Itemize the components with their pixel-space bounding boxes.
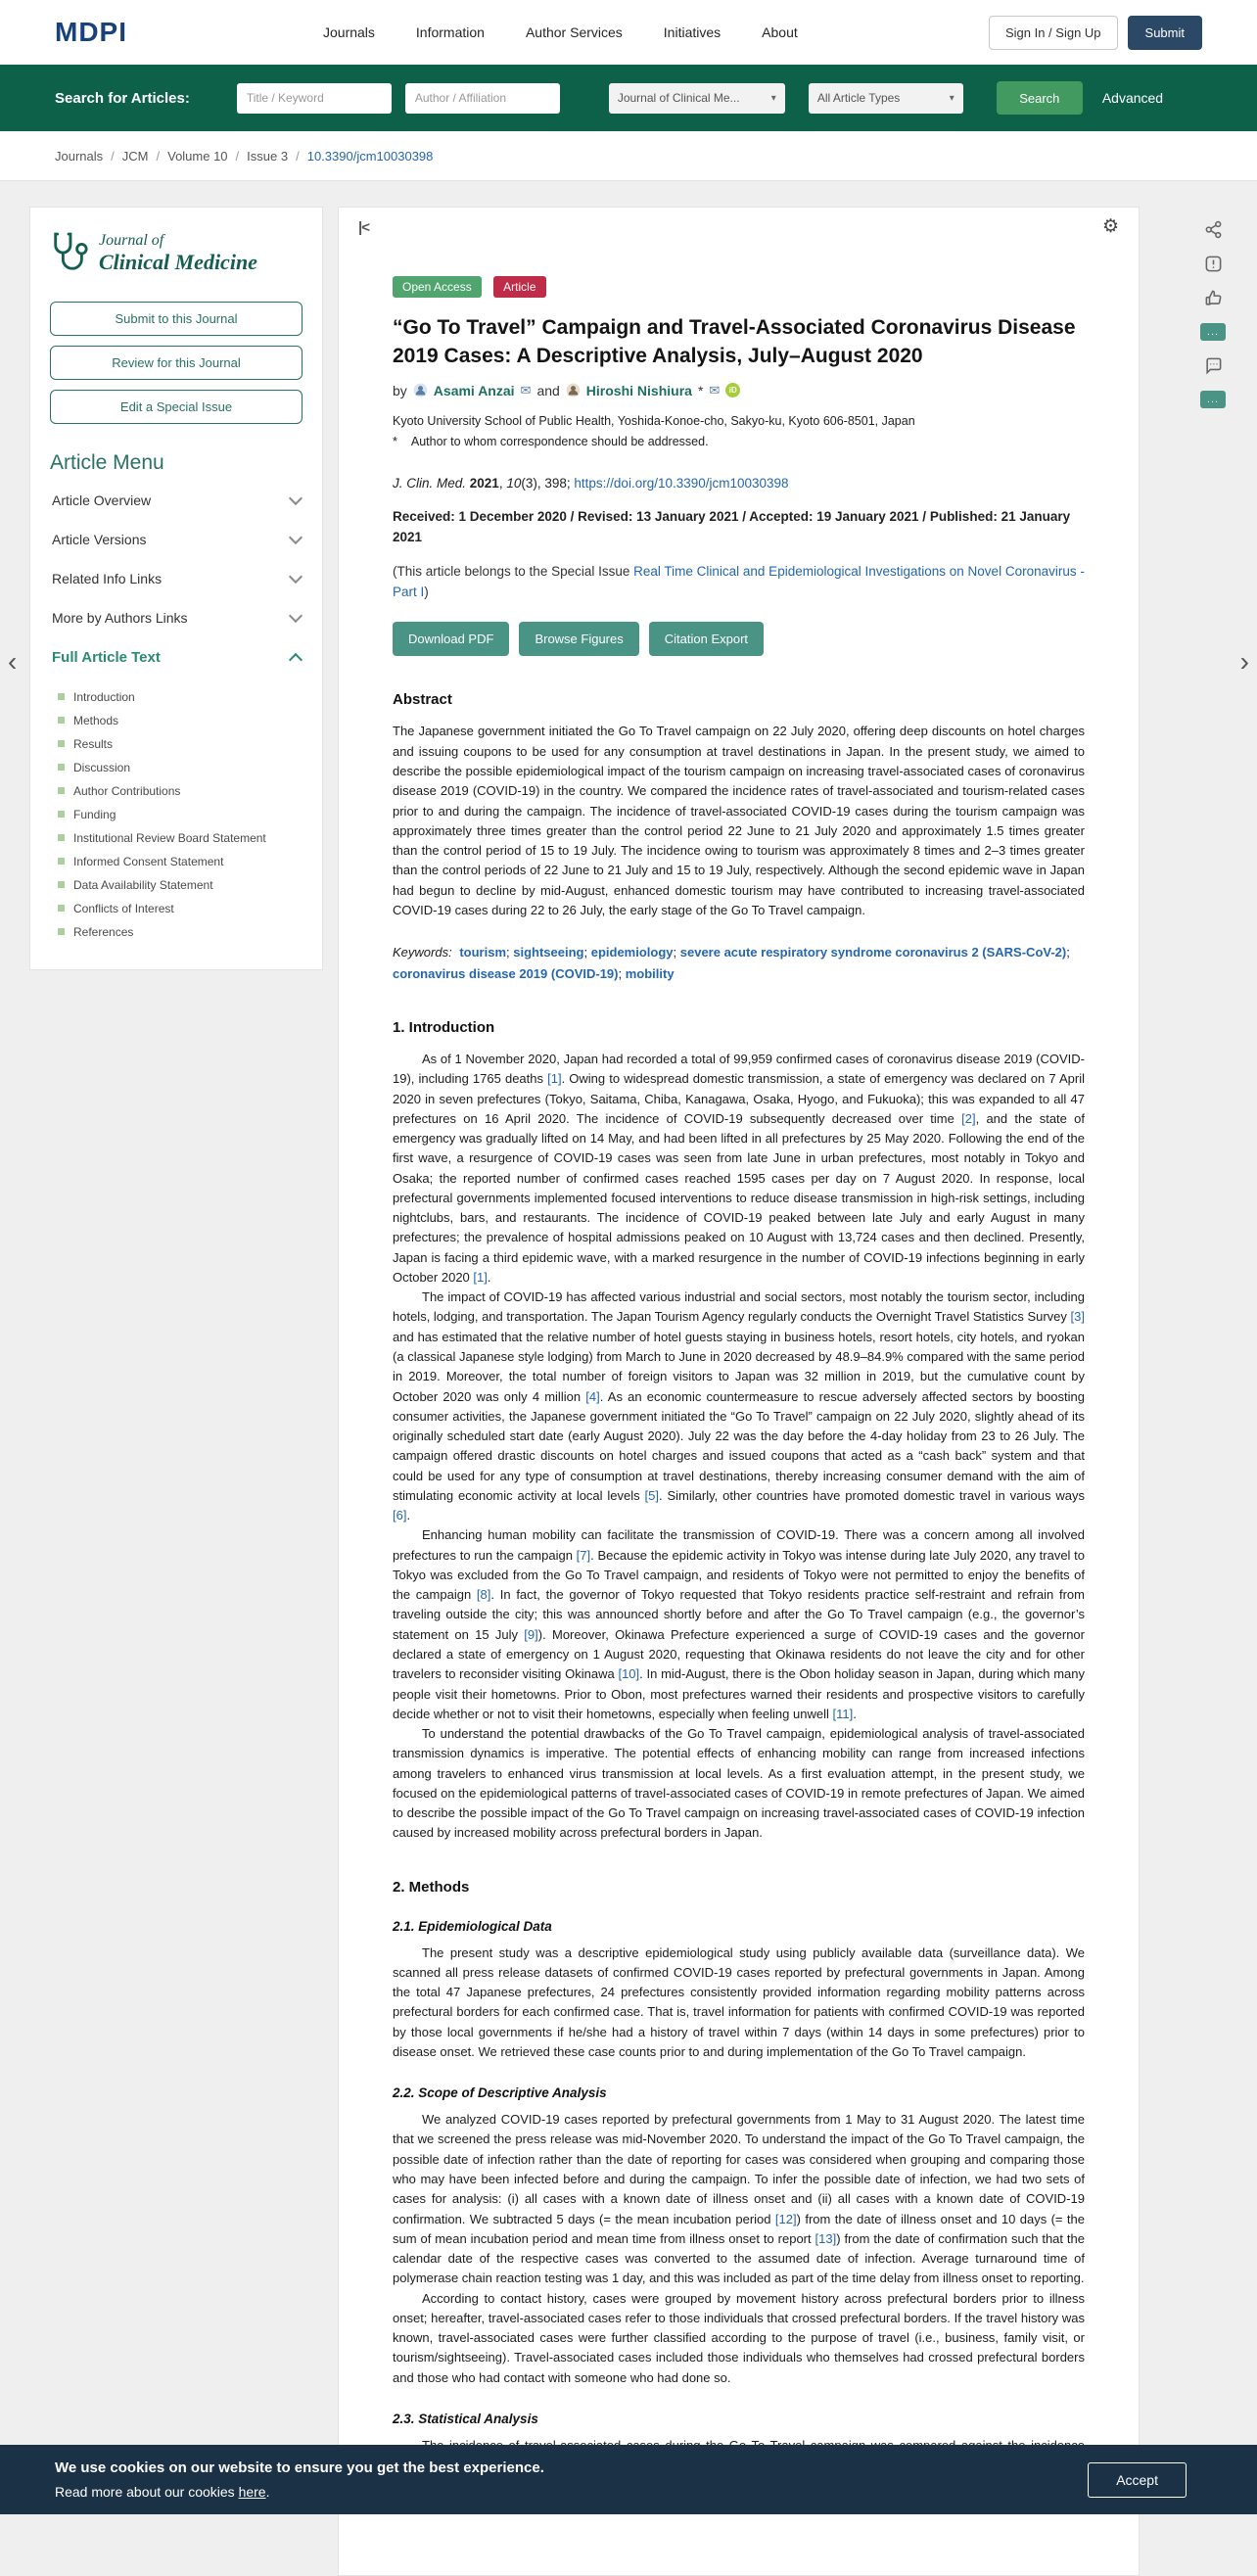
- share-icon[interactable]: [1204, 220, 1223, 239]
- nav-link-about[interactable]: About: [762, 24, 798, 40]
- nav-link-author-services[interactable]: Author Services: [525, 24, 623, 40]
- toc-bullet-icon: [58, 740, 65, 747]
- toc-item[interactable]: [50, 850, 303, 873]
- article-menu-title: Article Menu: [50, 451, 164, 474]
- toc-bullet-icon: [58, 693, 65, 700]
- content-area: [0, 181, 1257, 2576]
- orcid-icon[interactable]: iD: [725, 383, 740, 398]
- byline-prefix: by: [393, 382, 407, 398]
- special-issue-note: [393, 562, 1085, 603]
- article-menu-item[interactable]: [50, 559, 303, 598]
- reference-link[interactable]: [8]: [476, 1587, 491, 1603]
- settings-gear-icon[interactable]: ⚙: [1101, 216, 1119, 237]
- toc-bullet-icon: [58, 928, 65, 935]
- toc-item-label: Results: [73, 737, 114, 751]
- chevron-down-icon: [289, 570, 303, 584]
- toc-item-label: Funding: [73, 808, 116, 821]
- toc-item-label: Conflicts of Interest: [73, 902, 174, 915]
- reference-link[interactable]: [11]: [832, 1706, 854, 1721]
- author-link[interactable]: Asami Anzai: [433, 382, 515, 398]
- keyword-separator: ;: [618, 965, 626, 981]
- reference-link[interactable]: [4]: [585, 1388, 600, 1404]
- breadcrumb-separator: /: [156, 148, 161, 164]
- author-link[interactable]: Hiroshi Nishiura: [585, 382, 692, 398]
- corresponding-author-mark: *: [697, 382, 704, 398]
- paragraph: The impact of COVID-19 has affected various industrial and social sectors, most notably the tourism sector, including hotels, lodging, and transportation. The Japan Tourism Agency regularly conducts the Overnight Travel Statistics Survey [3] and has estimated that the relative number of hotel guests staying in business hotels, resort hotels, city hotels, and ryokan (a classical Japanese style lodging) from March to June in 2020 decreased by 48.9–84.9% compared with the same period in 2019. Moreover, the total number of foreign visitors to Japan was 32 million in 2019, but the cumulative count by October 2020 was only 4 million [4]. As an economic countermeasure to rescue adversely affected sectors by boosting consumer activities, the Japanese government initiated the “Go To Travel” campaign on 22 July 2020, slightly ahead of its originally scheduled start date (early August 2020). July 22 was the day before the 4-day holiday from 23 to 26 July. The campaign offered drastic discounts on hotel charges and issued coupons that acted as a “cash back” system and that could be used for any type of consumption at travel destinations, thereby increasing consumer demand with the aim of stimulating economic activity at local levels [5]. Similarly, other countries have promoted domestic travel in various ways [6].: [393, 1289, 1085, 1523]
- breadcrumb-item[interactable]: Issue 3: [247, 148, 289, 164]
- citation-text: 10: [506, 475, 522, 491]
- reference-link[interactable]: [1]: [473, 1269, 488, 1285]
- citation-text: 2021: [469, 475, 499, 491]
- keyword-link[interactable]: coronavirus disease 2019 (COVID-19): [393, 965, 619, 981]
- next-article-arrow[interactable]: ›: [1239, 646, 1249, 677]
- cookie-more-info: [55, 2484, 1202, 2500]
- author-profile-icon[interactable]: [566, 383, 581, 398]
- citation-text: (3), 398;: [521, 475, 575, 491]
- abstract-heading: Abstract: [393, 691, 452, 709]
- toc-bullet-icon: [58, 905, 65, 912]
- nav-link-information[interactable]: Information: [415, 24, 485, 40]
- reference-link[interactable]: [3]: [1070, 1309, 1085, 1325]
- toc-bullet-icon: [58, 834, 65, 841]
- reference-link[interactable]: [5]: [644, 1487, 659, 1503]
- breadcrumb: [0, 131, 1257, 181]
- keyword-separator: ;: [1066, 945, 1070, 960]
- reference-link[interactable]: [7]: [576, 1547, 591, 1563]
- byline-conjunction: and: [536, 382, 560, 398]
- toc-item-label: Data Availability Statement: [73, 878, 213, 892]
- keywords: [393, 942, 1085, 984]
- toc-item[interactable]: [50, 826, 303, 850]
- article-title: “Go To Travel” Campaign and Travel-Associated Coronavirus Disease 2019 Cases: A Descriptive Analysis, July–August 2020: [393, 316, 1076, 368]
- toc-item[interactable]: [50, 779, 303, 803]
- reference-link[interactable]: [9]: [524, 1626, 538, 1642]
- search-label: Search for Articles:: [55, 89, 190, 107]
- article-type-value: All Article Types: [816, 91, 901, 105]
- toc-bullet-icon: [58, 881, 65, 888]
- cookie-more-suffix: .: [265, 2484, 270, 2500]
- badges-row: [393, 276, 1085, 298]
- nav-link-journals[interactable]: Journals: [323, 24, 375, 40]
- correspondence-text: Author to whom correspondence should be addressed.: [410, 434, 709, 448]
- sidebar: [29, 207, 323, 970]
- citation-text: ,: [498, 475, 507, 491]
- auth-area: [989, 16, 1202, 50]
- stethoscope-icon: [50, 229, 89, 278]
- sidebar-action-button[interactable]: Review for this Journal: [50, 346, 303, 380]
- correspondence-note: [393, 435, 1085, 448]
- breadcrumb-doi-link[interactable]: 10.3390/jcm10030398: [306, 148, 434, 164]
- toc-item-label: Informed Consent Statement: [73, 855, 224, 868]
- reference-link[interactable]: [13]: [815, 2230, 837, 2246]
- keyword-separator: ;: [583, 945, 591, 960]
- special-issue-link[interactable]: Real Time Clinical and Epidemiological Investigations on Novel Coronavirus - Part I: [393, 563, 1085, 599]
- reference-link[interactable]: [6]: [393, 1508, 407, 1523]
- sign-in-button[interactable]: Sign In / Sign Up: [989, 16, 1118, 50]
- breadcrumb-item[interactable]: Volume 10: [167, 148, 228, 164]
- cookie-more-prefix: Read more about our cookies: [55, 2484, 239, 2500]
- article-body: [393, 1019, 1085, 2515]
- toc-item-label: References: [73, 925, 134, 939]
- paragraph: We analyzed COVID-19 cases reported by prefectural governments from 1 May to 31 August 2020. The latest time that we screened the press release was mid-November 2020. To understand the impact of the Go To Travel campaign, the possible date of infection rather than the date of reporting for cases was considered when grouping and comparing those who may have been infected before and during the campaign. To infer the possible date of infection, we had two sets of cases for analysis: (i) all cases with a known date of illness onset and (ii) all cases with a known date of COVID-19 confirmation. We subtracted 5 days (= the mean incubation period [12]) from the date of illness onset and 10 days (= the sum of mean incubation period and mean time from illness onset to report [13]) from the date of confirmation such that the calendar date of the respective cases was converted to the assumed date of infection. Average turnaround time of polymerase chain reaction testing was 1 day, and this was included as part of the time delay from illness onset to reporting.: [393, 2112, 1085, 2286]
- subsection-heading: 2.3. Statistical Analysis: [393, 2411, 538, 2426]
- sidebar-buttons: [50, 302, 303, 424]
- article-menu: [50, 481, 303, 637]
- reference-link[interactable]: [1]: [547, 1071, 562, 1087]
- collapse-panel-icon[interactable]: |<: [358, 219, 369, 236]
- toc-item[interactable]: [50, 873, 303, 897]
- cookie-message: We use cookies on our website to ensure you get the best experience.: [55, 2459, 544, 2476]
- doi-link[interactable]: https://doi.org/10.3390/jcm10030398: [574, 475, 789, 491]
- byline: [393, 383, 1085, 398]
- reference-link[interactable]: [2]: [961, 1110, 976, 1126]
- floating-toolbar: [1200, 220, 1226, 408]
- breadcrumb-separator: /: [235, 148, 240, 164]
- action-buttons: [393, 622, 1085, 656]
- article-type-select[interactable]: [809, 83, 963, 114]
- article-type-badge: Article: [493, 276, 545, 298]
- article-menu-item-label: Article Overview: [52, 492, 152, 508]
- keyword-link[interactable]: epidemiology: [590, 945, 674, 960]
- article-search-bar: [0, 65, 1257, 131]
- quick-actions-button[interactable]: ...: [1200, 391, 1226, 408]
- reference-link[interactable]: [12]: [774, 2211, 797, 2226]
- journal-filter-value: Journal of Clinical Me...: [617, 91, 740, 105]
- subsection-heading: 2.1. Epidemiological Data: [393, 1918, 552, 1934]
- article-panel: [338, 207, 1140, 2576]
- toc-item-label: Institutional Review Board Statement: [73, 831, 266, 845]
- toc-item[interactable]: [50, 732, 303, 756]
- section-heading: 2. Methods: [393, 1878, 470, 1896]
- mdpi-logo[interactable]: MDPI: [55, 17, 127, 47]
- toc-item[interactable]: [50, 709, 303, 732]
- thumbs-up-icon[interactable]: [1204, 289, 1223, 307]
- affiliation: Kyoto University School of Public Health, Yoshida-Konoe-cho, Sakyo-ku, Kyoto 606-8501, Japan: [393, 413, 915, 428]
- toc-item-label: Introduction: [73, 690, 135, 704]
- toc-item-label: Methods: [73, 714, 119, 727]
- submit-button[interactable]: Submit: [1128, 16, 1202, 50]
- breadcrumb-separator: /: [111, 148, 115, 164]
- cookie-banner: [0, 2445, 1257, 2514]
- comments-icon[interactable]: [1204, 356, 1223, 375]
- abstract-text: The Japanese government initiated the Go To Travel campaign on 22 July 2020, offering deep discounts on hotel charges and issuing coupons to be used for any consumption at travel destinations in Japan. In the present study, we aimed to describe the possible epidemiological impact of the tourism campaign on increasing travel-associated cases of coronavirus disease 2019 (COVID-19) in the country. We compared the incidence rates of travel-associated and tourism-related cases prior to and during the campaign. The incidence of travel-associated COVID-19 cases during the tourism campaign was approximately three times greater than the control period 22 June to 21 July 2020 and approximately 1.5 times greater than the control period of 15 to 19 July. The incidence owing to tourism was approximately 8 times and 2–3 times greater than the control periods of 22 June to 21 July and 15 to 19 July, respectively. Although the second epidemic wave in Japan had begun to decline by mid-August, enhanced domestic tourism may have contributed to increasing travel-associated COVID-19 cases during 22 to 26 July, the early stage of the Go To Travel campaign.: [393, 724, 1085, 917]
- keyword-separator: ;: [673, 945, 680, 960]
- chevron-down-icon: [289, 609, 303, 623]
- section-heading: 1. Introduction: [393, 1019, 495, 1036]
- email-icon[interactable]: ✉: [709, 382, 721, 398]
- correspondence-mark: *: [393, 434, 397, 448]
- subsection-heading: 2.2. Scope of Descriptive Analysis: [393, 2085, 607, 2101]
- article-menu-item-label: More by Authors Links: [52, 610, 188, 626]
- article-menu-item-label: Article Versions: [52, 532, 147, 547]
- table-of-contents: [50, 685, 303, 944]
- paragraph: Enhancing human mobility can facilitate the transmission of COVID-19. There was a concern among all involved prefectures to run the campaign [7]. Because the epidemic activity in Tokyo was intense during late July 2020, any travel to Tokyo was excluded from the Go To Travel campaign, and residents of Tokyo were not permitted to enjoy the benefits of the campaign [8]. In fact, the governor of Tokyo requested that Tokyo residents practice self-restraint and refrain from traveling outside the city; this was announced shortly before and after the Go To Travel campaign (e.g., the governor’s statement on 15 July [9]). Moreover, Okinawa Prefecture experienced a surge of COVID-19 cases and the governor declared a state of emergency on 1 August 2020, requesting that Okinawa residents do not leave the city and for other travelers to reconsider visiting Okinawa [10]. In mid-August, there is the Obon holiday season in Japan, during which many people visit their hometowns. Prior to Obon, most prefectures warned their residents and prospective visitors to carefully decide whether or not to visit their hometowns, especially when feeling unwell [11].: [393, 1527, 1086, 1721]
- toc-bullet-icon: [58, 787, 65, 794]
- accept-cookies-button[interactable]: Accept: [1088, 2462, 1187, 2498]
- article-menu-item[interactable]: [50, 520, 303, 559]
- site-header: [0, 0, 1257, 65]
- toc-item[interactable]: [50, 803, 303, 826]
- title-keyword-input[interactable]: [237, 83, 392, 114]
- toc-bullet-icon: [58, 717, 65, 724]
- special-issue-prefix: (This article belongs to the Special Issue: [393, 563, 634, 579]
- paragraph: According to contact history, cases were grouped by movement history across prefectural borders prior to illness onset; hereafter, travel-associated cases refer to those individuals that crossed prefectural borders. If the travel history was known, travel-associated cases were further classified according to the purpose of travel (i.e., business, family visit, or tourism/sightseeing). Travel-associated cases included those individuals who themselves had crossed prefectural borders and those who had contact with someone who had done so.: [393, 2290, 1085, 2385]
- article-action-button[interactable]: Download PDF: [393, 622, 509, 656]
- cookie-learn-more-link[interactable]: here: [238, 2484, 266, 2500]
- journal-name: [99, 232, 257, 275]
- feedback-alert-icon[interactable]: [1204, 255, 1223, 273]
- sidebar-action-button[interactable]: Submit to this Journal: [50, 302, 303, 336]
- paragraph: As of 1 November 2020, Japan had recorded a total of 99,959 confirmed cases of coronavirus disease 2019 (COVID-19), including 1765 deaths [1]. Owing to widespread domestic transmission, a state of emergency was declared on 7 April 2020 in seven prefectures (Tokyo, Saitama, Chiba, Kanagawa, Osaka, Hyogo, and Fukuoka); this was expanded to all 47 prefectures on 16 April 2020. The incidence of COVID-19 subsequently decreased over time [2], and the state of emergency was gradually lifted on 14 May, and had been lifted in all prefectures by 25 May 2020. Following the end of the first wave, a resurgence of COVID-19 cases was seen from late June in urban prefectures, most notably in Tokyo and Osaka; the reported number of confirmed cases reached 1595 cases per day on 7 August 2020. In response, local prefectural governments implemented focused interventions to reduce disease transmission in high-risk settings, including nightclubs, bars, and restaurants. The incidence of COVID-19 peaked between late July and early August in many prefectures; the prevalence of hospital admissions peaked on 10 August with 13,724 cases and then declined. Presently, Japan is facing a third epidemic wave, with a marked resurgence in the number of COVID-19 infections beginning in early October 2020 [1].: [393, 1052, 1085, 1285]
- toc-item-label: Author Contributions: [73, 784, 181, 798]
- advanced-search-link[interactable]: Advanced: [1101, 90, 1164, 106]
- keywords-label: Keywords:: [393, 945, 452, 960]
- breadcrumb-separator: /: [296, 148, 300, 164]
- special-issue-suffix: ): [424, 584, 429, 599]
- breadcrumb-item[interactable]: Journals: [55, 148, 104, 164]
- chevron-down-icon: [289, 531, 303, 544]
- paragraph: The present study was a descriptive epidemiological study using publicly available data (surveillance data). We scanned all press release datasets of confirmed COVID-19 cases reported by prefectural governments in Japan. Among the total 47 Japanese prefectures, 24 prefectures consistently provided information regarding mobility patterns across prefectural borders for each confirmed case. That is, travel information for patients with confirmed COVID-19 was reported by those local governments if he/she had a history of travel within 7 days (within 14 days in some prefectures) prior to disease onset. We retrieved these case counts prior to and during implementation of the Go To Travel campaign.: [393, 1944, 1085, 2059]
- toc-item[interactable]: [50, 920, 303, 944]
- journal-name-line2: Clinical Medicine: [99, 250, 257, 274]
- article-menu-item-label: Related Info Links: [52, 571, 163, 586]
- keyword-separator: ;: [506, 945, 514, 960]
- keyword-link[interactable]: sightseeing: [513, 945, 584, 960]
- author-profile-icon[interactable]: [413, 383, 428, 398]
- article-action-button[interactable]: Citation Export: [649, 622, 764, 656]
- article-dates: Received: 1 December 2020 / Revised: 13 January 2021 / Accepted: 19 January 2021 / Published: 21 January 2021: [393, 508, 1071, 544]
- dropdown-arrow-icon: ▾: [949, 92, 954, 104]
- email-icon[interactable]: ✉: [520, 382, 532, 398]
- search-button[interactable]: Search: [997, 81, 1083, 115]
- citation-text: J. Clin. Med.: [393, 475, 470, 491]
- article-menu-item[interactable]: [50, 481, 303, 520]
- toc-bullet-icon: [58, 811, 65, 818]
- breadcrumb-item[interactable]: JCM: [121, 148, 149, 164]
- more-options-button[interactable]: ...: [1200, 323, 1226, 341]
- chevron-up-icon: [289, 652, 303, 666]
- keyword-link[interactable]: mobility: [625, 965, 675, 981]
- toc-item[interactable]: [50, 685, 303, 709]
- toc-bullet-icon: [58, 858, 65, 865]
- journal-filter-select[interactable]: [609, 83, 785, 114]
- journal-name-line1: Journal of: [99, 232, 164, 249]
- main-nav: [323, 24, 798, 40]
- open-access-badge: Open Access: [393, 276, 482, 298]
- toc-item-label: Discussion: [73, 761, 131, 774]
- toc-item[interactable]: [50, 897, 303, 920]
- keyword-link[interactable]: tourism: [459, 945, 506, 960]
- sidebar-action-button[interactable]: Edit a Special Issue: [50, 390, 303, 424]
- keyword-link[interactable]: severe acute respiratory syndrome coronavirus 2 (SARS-CoV-2): [679, 945, 1067, 960]
- author-affiliation-input[interactable]: [405, 83, 560, 114]
- full-article-text-label: Full Article Text: [52, 649, 161, 666]
- toc-bullet-icon: [58, 764, 65, 771]
- previous-article-arrow[interactable]: ‹: [8, 646, 18, 677]
- journal-logo[interactable]: [50, 225, 303, 292]
- article-menu-item[interactable]: [50, 598, 303, 637]
- keywords-list: [393, 945, 1070, 980]
- article-action-button[interactable]: Browse Figures: [519, 622, 638, 656]
- toc-item[interactable]: [50, 756, 303, 779]
- reference-link[interactable]: [10]: [618, 1666, 640, 1682]
- paragraph: To understand the potential drawbacks of the Go To Travel campaign, epidemiological analysis of travel-associated transmission dynamics is imperative. The potential effects of enhancing mobility can range from increased infections among travelers to enhanced virus transmission at local levels. As a first evaluation attempt, in the present study, we focused on the epidemiological patterns of travel-associated cases of COVID-19 in remote prefectures of Japan. We aimed to describe the possible impact of the Go To Travel campaign on increasing travel-associated cases of COVID-19 infection caused by increased mobility across prefectural borders in Japan.: [393, 1726, 1085, 1841]
- chevron-down-icon: [289, 492, 303, 505]
- dropdown-arrow-icon: ▾: [770, 92, 776, 104]
- nav-link-initiatives[interactable]: Initiatives: [663, 24, 722, 40]
- citation-line: [393, 474, 1085, 493]
- full-article-text-toggle[interactable]: [50, 637, 303, 678]
